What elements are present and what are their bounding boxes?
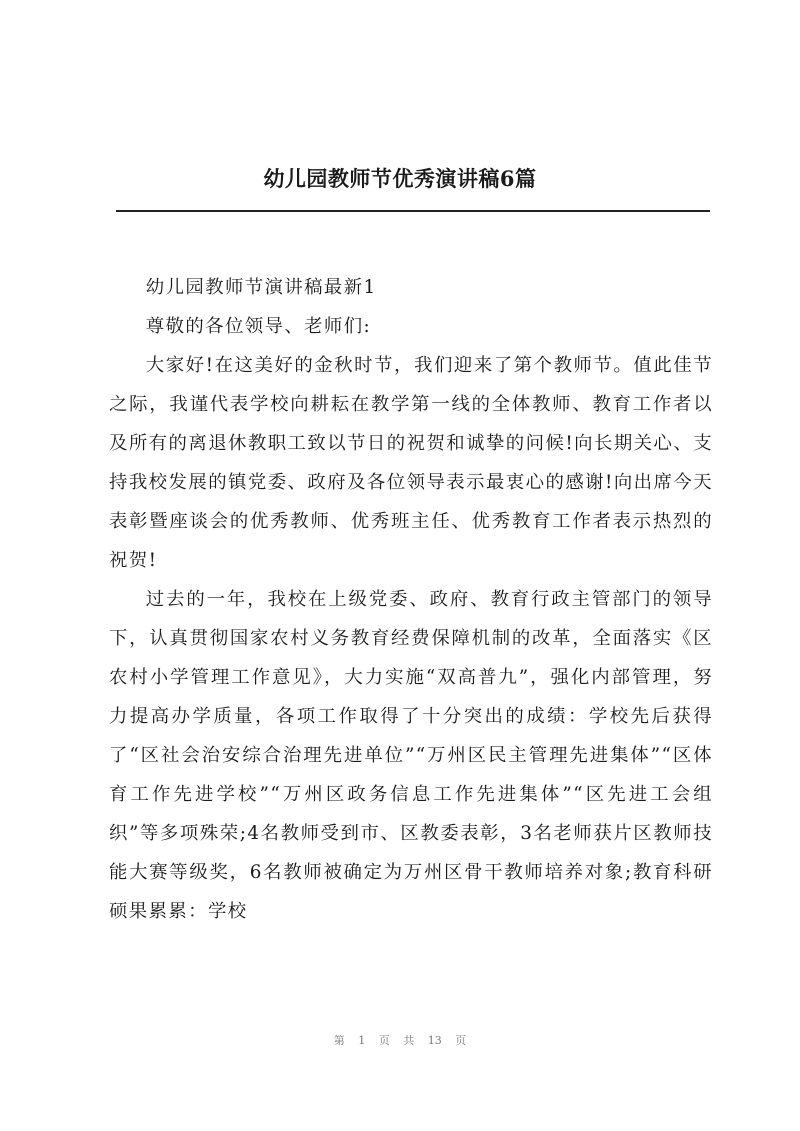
- section-heading: 幼儿园教师节演讲稿最新1: [145, 277, 377, 298]
- body-paragraph: 过去的一年，我校在上级党委、政府、教育行政主管部门的领导下，认真贯彻国家农村义务教育经费保障机制的改革，全面落实《区农村小学管理工作意见》，大力实施“双高普九”，强化内部管理，努力提高办学质量，各项工作取得了十分突出的成绩：学校先后获得了“区社会治安综合治理先进单位”“万州区民主管理先进集体”“区体育工作先进学校”“万州区政务信息工作先进集体”“区先进工会组织”等多项殊荣;4名教师受到市、区教委表彰，3名老师获片区教师技能大赛等级奖，6名教师被确定为万州区骨干教师培养对象;教育科研硕果累累：学校: [109, 589, 713, 922]
- page-number: 第 1 页 共 13 页: [333, 1034, 467, 1047]
- document-body: [109, 268, 713, 931]
- body-paragraph: 大家好!在这美好的金秋时节，我们迎来了第个教师节。值此佳节之际，我谨代表学校向耕耘在教学第一线的全体教师、教育工作者以及所有的离退休教职工致以节日的祝贺和诚挚的问候!向长期关心、支持我校发展的镇党委、政府及各位领导表示最衷心的感谢!向出席今天表彰暨座谈会的优秀教师、优秀班主任、优秀教育工作者表示热烈的祝贺!: [109, 355, 713, 571]
- title-divider: [116, 210, 710, 212]
- document-title: 幼儿园教师节优秀演讲稿6篇: [263, 166, 537, 191]
- salutation: 尊敬的各位领导、老师们:: [145, 316, 372, 337]
